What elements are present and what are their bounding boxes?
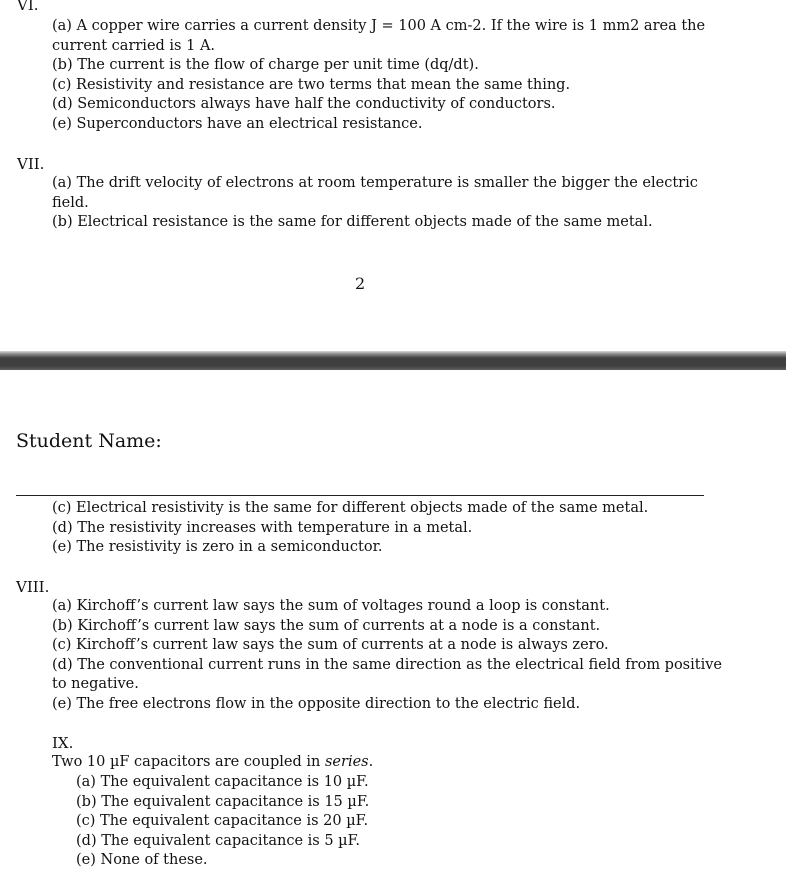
option-line: (c) The equivalent capacitance is 20 µF.	[76, 813, 369, 829]
question-line: (d) The resistivity increases with temperature in a metal.	[52, 519, 473, 536]
stem-emphasis: series	[324, 754, 369, 770]
section-ix-stem	[52, 753, 373, 773]
section-ix-options	[76, 773, 369, 871]
section-viii-number: VIII.	[16, 578, 50, 596]
question-line: (b) The current is the flow of charge per unit time (dq/dt).	[52, 57, 479, 73]
section-vii-number: VII.	[17, 155, 45, 173]
option-line: (d) The equivalent capacitance is 5 µF.	[76, 832, 361, 849]
page-break-divider	[0, 351, 786, 370]
question-line: (d) Semiconductors always have half the conductivity of conductors.	[52, 96, 556, 112]
question-line: (d) The conventional current runs in the same direction as the electrical field from positive	[52, 656, 723, 673]
question-line: (a) The drift velocity of electrons at room temperature is smaller the bigger the electric	[52, 175, 698, 191]
page-number: 2	[355, 274, 366, 293]
section-ix-number: IX.	[52, 734, 74, 752]
question-line: field.	[52, 194, 89, 211]
question-line: (e) The free electrons flow in the opposite direction to the electric field.	[52, 695, 581, 712]
option-line: (a) The equivalent capacitance is 10 µF.	[76, 774, 369, 790]
question-line: (a) A copper wire carries a current density J = 100 A cm-2. If the wire is 1 mm2 area the	[52, 18, 706, 34]
question-line: to negative.	[52, 676, 139, 692]
stem-text: Two 10 µF capacitors are coupled in	[52, 754, 325, 770]
question-line: (c) Kirchoff’s current law says the sum of currents at a node is always zero.	[52, 637, 609, 653]
option-line: (b) The equivalent capacitance is 15 µF.	[76, 793, 370, 810]
section-vi-questions	[52, 17, 705, 134]
question-line: current carried is 1 A.	[52, 37, 216, 54]
section-vi-number: VI.	[17, 0, 39, 14]
section-vii-continued-questions	[52, 499, 648, 558]
section-viii-questions	[52, 597, 722, 714]
question-line: (c) Electrical resistivity is the same for different objects made of the same metal.	[52, 500, 649, 516]
student-name-label: Student Name:	[16, 430, 162, 452]
stem-suffix: .	[368, 754, 374, 770]
section-vii-questions	[52, 174, 698, 233]
question-line: (b) Electrical resistance is the same for different objects made of the same metal.	[52, 214, 653, 230]
question-line: (a) Kirchoff’s current law says the sum of voltages round a loop is constant.	[52, 598, 610, 614]
question-line: (b) Kirchoff’s current law says the sum of currents at a node is a constant.	[52, 617, 601, 634]
option-line: (e) None of these.	[76, 852, 208, 868]
question-line: (e) The resistivity is zero in a semiconductor.	[52, 539, 383, 555]
question-line: (e) Superconductors have an electrical resistance.	[52, 115, 423, 132]
question-line: (c) Resistivity and resistance are two terms that mean the same thing.	[52, 76, 571, 93]
student-name-line	[16, 495, 704, 496]
